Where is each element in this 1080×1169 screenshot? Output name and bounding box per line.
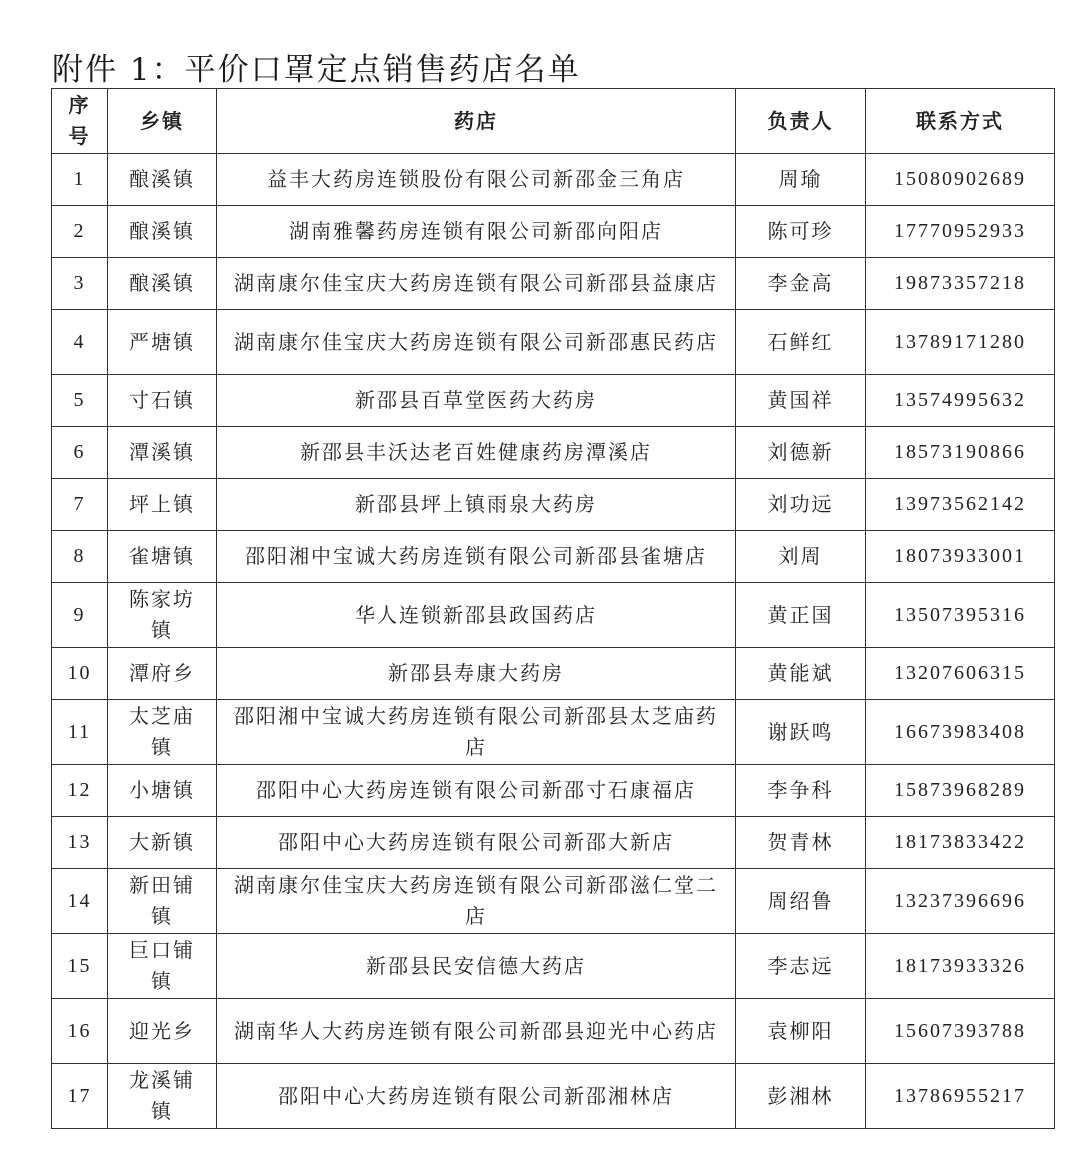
row-index: 6	[52, 427, 108, 479]
row-person: 黄正国	[736, 583, 866, 648]
row-store: 益丰大药房连锁股份有限公司新邵金三角店	[217, 154, 736, 206]
table-row	[52, 258, 1055, 310]
row-phone: 16673983408	[866, 700, 1055, 765]
row-town: 酿溪镇	[108, 154, 217, 206]
header-phone: 联系方式	[866, 89, 1055, 154]
row-index: 15	[52, 934, 108, 999]
row-phone: 18173933326	[866, 934, 1055, 999]
row-store: 邵阳湘中宝诚大药房连锁有限公司新邵县雀塘店	[217, 531, 736, 583]
row-person: 黄能斌	[736, 648, 866, 700]
row-town: 坪上镇	[108, 479, 217, 531]
table-row	[52, 427, 1055, 479]
table-row	[52, 869, 1055, 934]
row-town: 太芝庙镇	[108, 700, 217, 765]
row-phone: 18573190866	[866, 427, 1055, 479]
table-row	[52, 817, 1055, 869]
row-town: 酿溪镇	[108, 206, 217, 258]
row-index: 2	[52, 206, 108, 258]
row-store: 邵阳中心大药房连锁有限公司新邵大新店	[217, 817, 736, 869]
row-index: 5	[52, 375, 108, 427]
header-index: 序号	[52, 89, 108, 154]
table-row	[52, 700, 1055, 765]
row-index: 11	[52, 700, 108, 765]
row-store: 湖南康尔佳宝庆大药房连锁有限公司新邵惠民药店	[217, 310, 736, 375]
row-person: 袁柳阳	[736, 999, 866, 1064]
row-phone: 18073933001	[866, 531, 1055, 583]
row-town: 迎光乡	[108, 999, 217, 1064]
row-phone: 18173833422	[866, 817, 1055, 869]
row-person: 刘周	[736, 531, 866, 583]
row-store: 新邵县坪上镇雨泉大药房	[217, 479, 736, 531]
row-town: 小塘镇	[108, 765, 217, 817]
row-town: 寸石镇	[108, 375, 217, 427]
table-row	[52, 999, 1055, 1064]
row-index: 3	[52, 258, 108, 310]
row-phone: 19873357218	[866, 258, 1055, 310]
row-index: 13	[52, 817, 108, 869]
row-town: 新田铺镇	[108, 869, 217, 934]
row-person: 周绍鲁	[736, 869, 866, 934]
header-town: 乡镇	[108, 89, 217, 154]
row-town: 大新镇	[108, 817, 217, 869]
row-store: 湖南康尔佳宝庆大药房连锁有限公司新邵滋仁堂二店	[217, 869, 736, 934]
row-person: 李金高	[736, 258, 866, 310]
page-title: 附件 1：平价口罩定点销售药店名单	[52, 52, 581, 88]
table-row	[52, 765, 1055, 817]
header-store: 药店	[217, 89, 736, 154]
row-person: 刘功远	[736, 479, 866, 531]
row-town: 龙溪铺镇	[108, 1064, 217, 1129]
row-index: 14	[52, 869, 108, 934]
row-store: 邵阳中心大药房连锁有限公司新邵湘林店	[217, 1064, 736, 1129]
table-row	[52, 310, 1055, 375]
row-phone: 13574995632	[866, 375, 1055, 427]
row-town: 潭府乡	[108, 648, 217, 700]
row-store: 湖南雅馨药房连锁有限公司新邵向阳店	[217, 206, 736, 258]
table-row	[52, 206, 1055, 258]
row-person: 李争科	[736, 765, 866, 817]
row-store: 新邵县民安信德大药店	[217, 934, 736, 999]
row-person: 贺青林	[736, 817, 866, 869]
row-index: 1	[52, 154, 108, 206]
row-town: 严塘镇	[108, 310, 217, 375]
row-phone: 13786955217	[866, 1064, 1055, 1129]
row-phone: 15607393788	[866, 999, 1055, 1064]
row-store: 邵阳中心大药房连锁有限公司新邵寸石康福店	[217, 765, 736, 817]
table-row	[52, 531, 1055, 583]
row-person: 周瑜	[736, 154, 866, 206]
row-phone: 13789171280	[866, 310, 1055, 375]
row-phone: 15873968289	[866, 765, 1055, 817]
row-index: 17	[52, 1064, 108, 1129]
row-store: 湖南华人大药房连锁有限公司新邵县迎光中心药店	[217, 999, 736, 1064]
row-town: 陈家坊镇	[108, 583, 217, 648]
row-store: 新邵县寿康大药房	[217, 648, 736, 700]
row-person: 石鲜红	[736, 310, 866, 375]
table-row	[52, 648, 1055, 700]
row-phone: 13507395316	[866, 583, 1055, 648]
row-index: 4	[52, 310, 108, 375]
row-person: 谢跃鸣	[736, 700, 866, 765]
row-phone: 13207606315	[866, 648, 1055, 700]
row-person: 刘德新	[736, 427, 866, 479]
row-person: 陈可珍	[736, 206, 866, 258]
table-row	[52, 375, 1055, 427]
row-town: 雀塘镇	[108, 531, 217, 583]
table-row	[52, 1064, 1055, 1129]
table-row	[52, 479, 1055, 531]
row-store: 湖南康尔佳宝庆大药房连锁有限公司新邵县益康店	[217, 258, 736, 310]
row-person: 彭湘林	[736, 1064, 866, 1129]
row-phone: 15080902689	[866, 154, 1055, 206]
row-index: 7	[52, 479, 108, 531]
row-index: 16	[52, 999, 108, 1064]
row-phone: 13237396696	[866, 869, 1055, 934]
table-row	[52, 934, 1055, 999]
table-row	[52, 154, 1055, 206]
row-town: 潭溪镇	[108, 427, 217, 479]
row-phone: 13973562142	[866, 479, 1055, 531]
row-town: 巨口铺镇	[108, 934, 217, 999]
row-store: 华人连锁新邵县政国药店	[217, 583, 736, 648]
header-person: 负责人	[736, 89, 866, 154]
row-index: 10	[52, 648, 108, 700]
row-index: 12	[52, 765, 108, 817]
row-town: 酿溪镇	[108, 258, 217, 310]
row-person: 黄国祥	[736, 375, 866, 427]
row-store: 邵阳湘中宝诚大药房连锁有限公司新邵县太芝庙药店	[217, 700, 736, 765]
row-store: 新邵县丰沃达老百姓健康药房潭溪店	[217, 427, 736, 479]
pharmacy-table	[51, 88, 1055, 1129]
row-index: 9	[52, 583, 108, 648]
row-index: 8	[52, 531, 108, 583]
table-header-row	[52, 89, 1055, 154]
row-phone: 17770952933	[866, 206, 1055, 258]
table-row	[52, 583, 1055, 648]
row-person: 李志远	[736, 934, 866, 999]
row-store: 新邵县百草堂医药大药房	[217, 375, 736, 427]
